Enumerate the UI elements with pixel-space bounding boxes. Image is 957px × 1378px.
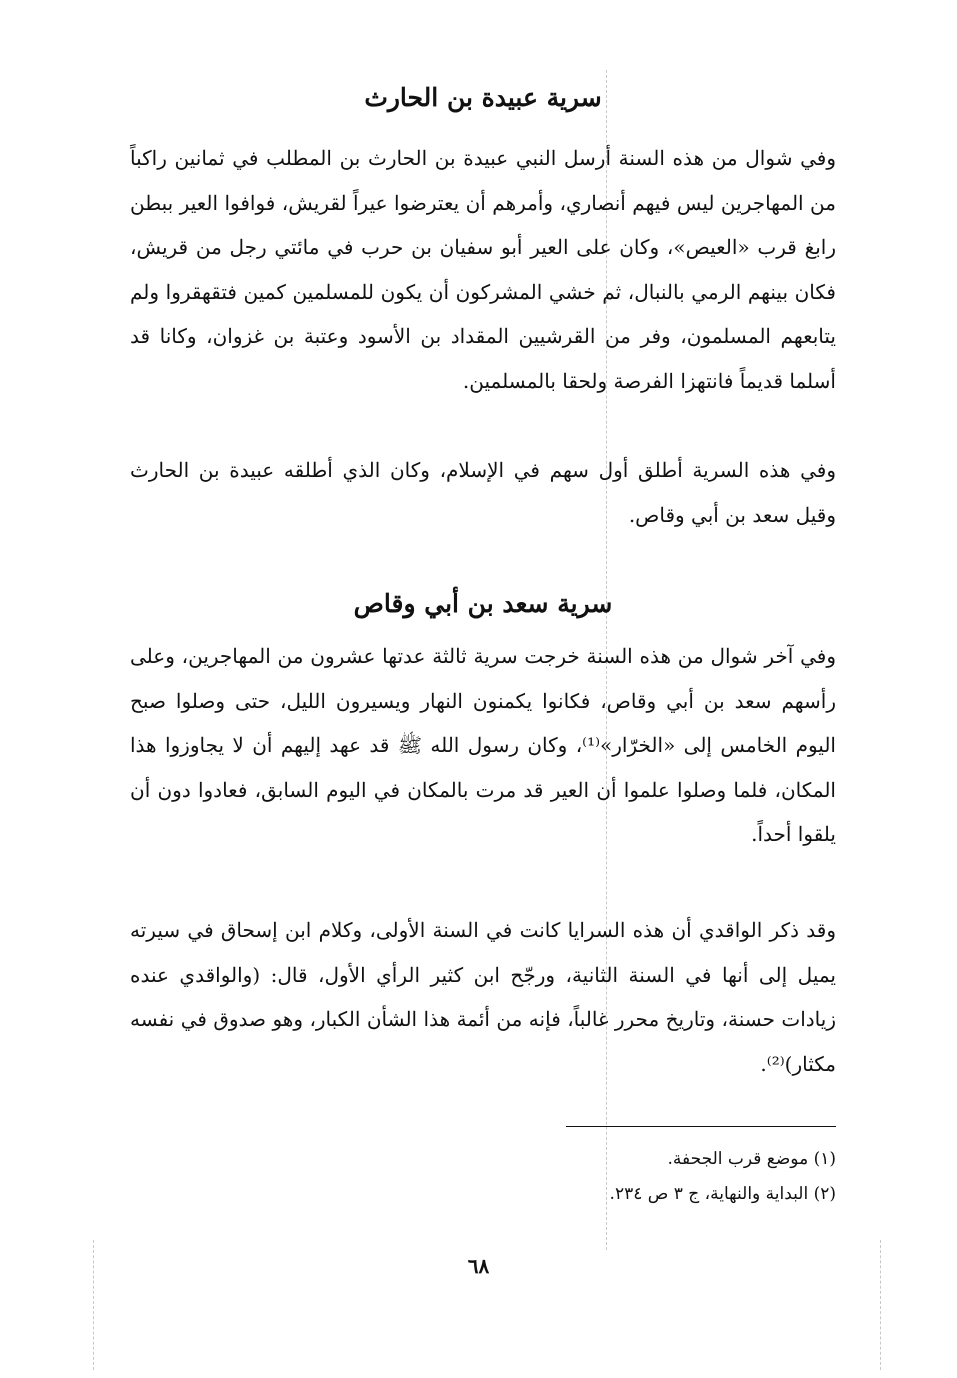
footnote-2: (٢) البداية والنهاية، ج ٣ ص ٢٣٤.	[609, 1184, 836, 1204]
section-title-saad: سرية سعد بن أبي وقاص	[353, 589, 613, 618]
section-title-ubayda: سرية عبيدة بن الحارث	[364, 83, 602, 112]
page-number: ٦٨	[467, 1254, 490, 1278]
paragraph-saad-expedition: وفي آخر شوال من هذه السنة خرجت سرية ثالثة عدتها عشرون من المهاجرين، وعلى رأسهم سعد بن أبي وقاص، فكانوا يكمنون النهار ويسيرون الليل، حتى وصلوا صبح اليوم الخامس إلى «الخرّار»⁽¹⁾، وكان رسول الله ﷺ قد عهد إليهم أن لا يجاوزوا هذا المكان، فلما وصلوا علموا أن العير قد مرت بالمكان في اليوم السابق، فعادوا دون أن يلقوا أحداً.	[130, 644, 836, 846]
paragraph-first-arrow: وفي هذه السرية أطلق أول سهم في الإسلام، وكان الذي أطلقه عبيدة بن الحارث وقيل سعد بن أبي وقاص.	[130, 458, 836, 527]
footnote-1: (١) موضع قرب الجحفة.	[667, 1149, 836, 1169]
footnote-divider	[566, 1126, 836, 1127]
paragraph-waqidi-opinion: وقد ذكر الواقدي أن هذه السرايا كانت في السنة الأولى، وكلام ابن إسحاق في سيرته يميل إلى أنها في السنة الثانية، ورجّح ابن كثير الرأي الأول، قال: (والواقدي عنده زيادات حسنة، وتاريخ محرر غالباً، فإنه من أئمة هذا الشأن الكبار، وهو صدوق في نفسه مكثار)⁽²⁾.	[130, 918, 836, 1076]
paragraph-ubayda-expedition: وفي شوال من هذه السنة أرسل النبي عبيدة بن الحارث بن المطلب في ثمانين راكباً من المهاجرين ليس فيهم أنصاري، وأمرهم أن يعترضوا عيراً لقريش، فوافوا العير ببطن رابغ قرب «العيص»، وكان على العير أبو سفيان بن حرب في مائتي رجل من قريش، فكان بينهم الرمي بالنبال، ثم خشي المشركون أن يكون للمسلمين كمين فتقهقروا ولم يتابعهم المسلمون، وفر من القرشيين المقداد بن الأسود وعتبة بن غزوان، وكانا قد أسلما قديماً فانتهزا الفرصة ولحقا بالمسلمين.	[130, 146, 836, 393]
